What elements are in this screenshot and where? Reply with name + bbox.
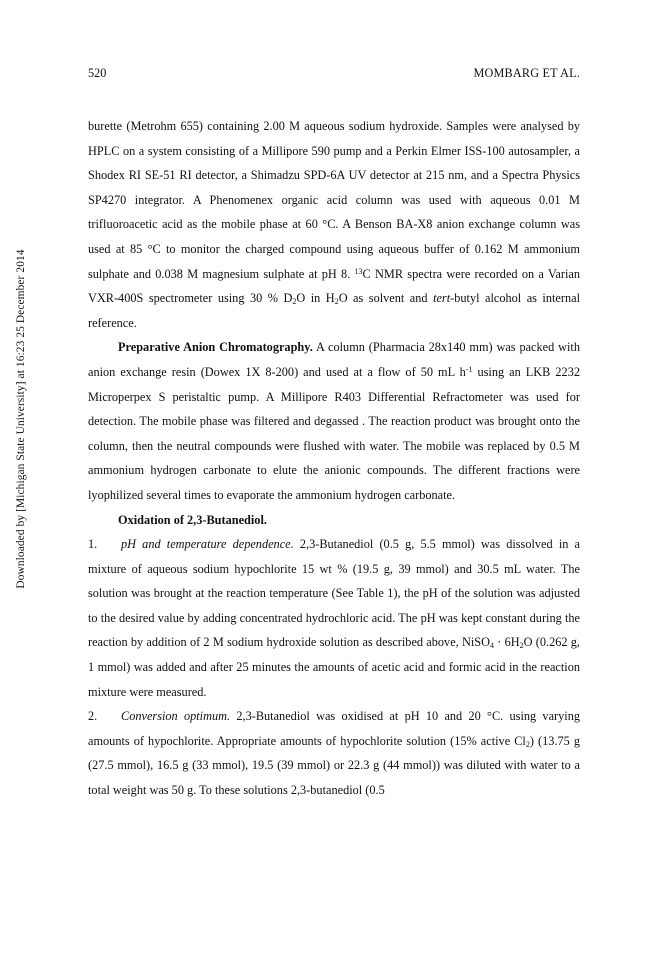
superscript: 13 [354,266,363,276]
subscript: 2 [519,641,524,651]
download-note: Downloaded by [Michigan State University] at 16:23 25 December 2014 [15,249,27,589]
text-run: A column (Pharmacia 28x140 mm) was packed with anion exchange resin (Dowex 1X 8-200) and used at a flow of 50 mL h [88,340,580,379]
page-number: 520 [88,66,107,80]
running-head: MOMBARG ET AL. [473,66,580,80]
text-run: O (0.262 g, 1 mmol) was added and after 25 minutes the amounts of acetic acid and formic acid in the reaction mixture were measured. [88,635,580,699]
superscript: -1 [465,364,473,374]
text-run: O as solvent and [338,291,434,306]
section-heading: Preparative Anion Chromatography. [118,340,313,355]
article-body [88,114,580,803]
italic-text: tert [433,291,451,306]
page-header [88,66,580,84]
text-run: O in H [296,291,335,306]
text-run: ) (13.75 g (27.5 mmol), 16.5 g (33 mmol), 19.5 (39 mmol) or 22.3 g (44 mmol)) was diluted with water to a total weight was 50 g. To these solutions 2,3-butanediol (0.5 [88,733,581,798]
text-run: using an LKB 2232 Microperpex S peristaltic pump. A Millipore R403 Differential Refractometer was used for detection. The mobile phase was filtered and degassed . The reaction product was brought onto the column, then the neutral compounds were flushed with water. The mobile was replaced by 0.5 M ammonium hydrogen carbonate to elute the anionic compounds. The different fractions were lyophilized several times to evaporate the ammonium hydrogen carbonate. [88,364,580,502]
paragraph-chromatography [88,335,580,507]
text-run: -butyl alcohol as internal reference. [88,291,580,330]
text-run: · 6H [494,635,520,650]
text-run: C NMR spectra were recorded on a Varian VXR-400S spectrometer using 30 % D [88,266,580,306]
subscript: 2 [292,297,297,307]
item-number: 2. [88,709,98,724]
paragraph-item-1 [88,532,580,704]
item-number: 1. [88,537,98,552]
paragraph-item-2 [88,704,580,802]
text-run: 2,3-Butanediol was oxidised at pH 10 and 20 °C. using varying amounts of hypochlorite. Appropriate amounts of hypochlorite solution (15% active Cl [88,709,580,748]
download-watermark [14,204,28,634]
item-title: pH and temperature dependence. [121,537,294,552]
section-heading: Oxidation of 2,3-Butanediol. [118,512,267,527]
text-run: 2,3-Butanediol (0.5 g, 5.5 mmol) was dissolved in a mixture of aqueous sodium hypochlorite 15 wt % (19.5 g, 39 mmol) and 30.5 mL water. The solution was brought at the reaction temperature (See Table 1), the pH of the solution was adjusted to the desired value by adding concentrated hydrochloric acid. The pH was kept constant during the reaction by addition of 2 M sodium hydroxide solution as described above, NiSO [88,537,580,650]
subscript: 4 [490,641,494,651]
subscript: 2 [525,739,530,749]
subscript: 2 [334,297,339,307]
paragraph-oxidation-heading [88,508,580,533]
paragraph-methods [88,114,580,335]
text-run: burette (Metrohm 655) containing 2.00 M aqueous sodium hydroxide. Samples were analysed by HPLC on a system consisting of a Millipore 590 pump and a Perkin Elmer ISS-100 autosampler, a Shodex RI SE-51 RI detector, a Shimadzu SPD-6A UV detector at 215 nm, and a Spectra Physics SP4270 integrator. A Phenomenex organic acid column was used with aqueous 0.01 M trifluoroacetic acid as the mobile phase at 60 °C. A Benson BA-X8 anion exchange column was used at 85 °C to monitor the charged compound using aqueous buffer of 0.162 M ammonium sulphate and 0.038 M magnesium sulphate at pH 8. [88,119,580,281]
item-title: Conversion optimum. [121,709,231,724]
